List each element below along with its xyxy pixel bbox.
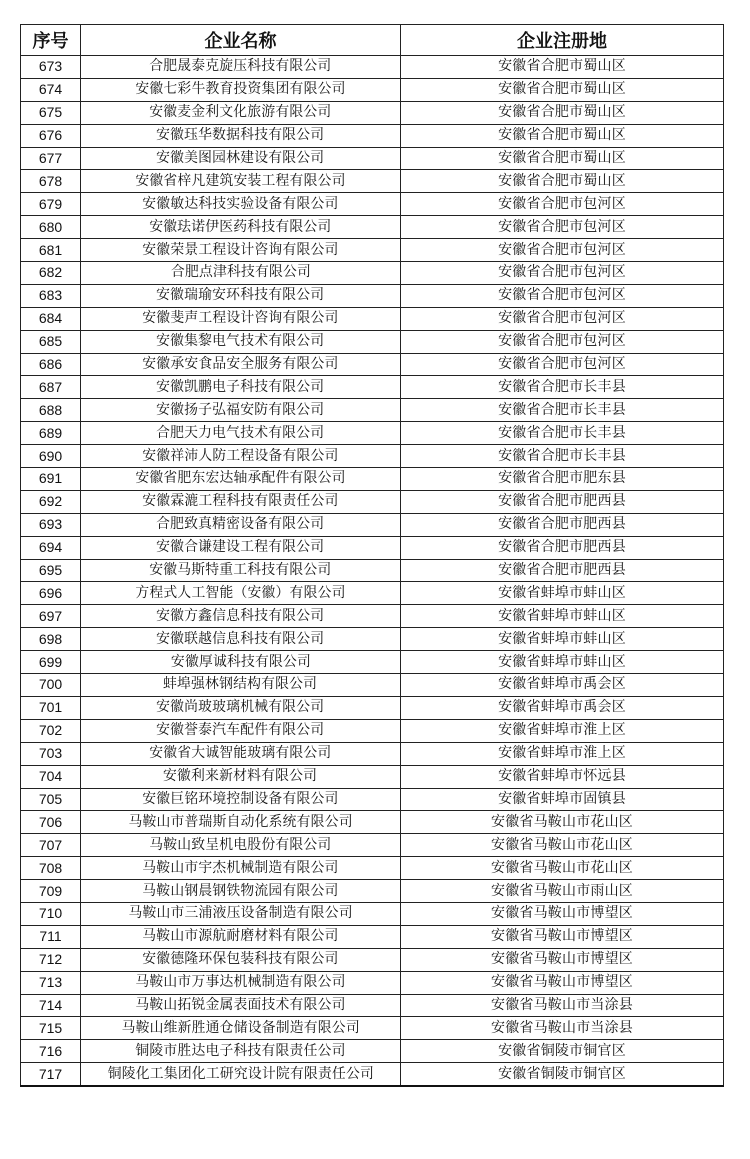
enterprise-name-text: 马鞍山市源航耐磨材料有限公司 [142, 928, 339, 945]
registered-location-cell: 安徽省马鞍山市博望区 [401, 925, 724, 948]
table-row [21, 422, 724, 445]
enterprise-name-cell [81, 56, 401, 79]
serial-number-cell: 701 [21, 696, 81, 719]
registered-location-cell: 安徽省合肥市包河区 [401, 262, 724, 285]
enterprise-name-cell [81, 719, 401, 742]
enterprise-name-cell [81, 78, 401, 101]
registered-location-cell: 安徽省合肥市蜀山区 [401, 101, 724, 124]
enterprise-name-text: 马鞍山钢晨钢铁物流园有限公司 [142, 882, 339, 899]
enterprise-name-cell [81, 1017, 401, 1040]
enterprise-name-cell [81, 628, 401, 651]
table-row [21, 1063, 724, 1086]
enterprise-name-text: 安徽德隆环保包装科技有限公司 [142, 951, 339, 968]
serial-number-cell: 712 [21, 948, 81, 971]
enterprise-name-cell [81, 468, 401, 491]
enterprise-table [20, 24, 724, 1087]
enterprise-name-cell [81, 834, 401, 857]
serial-number-cell: 683 [21, 284, 81, 307]
table-row [21, 147, 724, 170]
table-row [21, 445, 724, 468]
registered-location-cell: 安徽省合肥市包河区 [401, 239, 724, 262]
enterprise-name-cell [81, 605, 401, 628]
serial-number-cell: 696 [21, 582, 81, 605]
enterprise-name-cell [81, 307, 401, 330]
enterprise-name-text: 安徽承安食品安全服务有限公司 [142, 356, 339, 373]
enterprise-name-text: 马鞍山市普瑞斯自动化系统有限公司 [128, 813, 353, 830]
registered-location-cell: 安徽省合肥市包河区 [401, 193, 724, 216]
registered-location-cell: 安徽省合肥市蜀山区 [401, 147, 724, 170]
enterprise-name-text: 安徽巨铭环境控制设备有限公司 [142, 790, 339, 807]
serial-number-cell: 714 [21, 994, 81, 1017]
serial-number-cell: 694 [21, 536, 81, 559]
enterprise-name-cell [81, 147, 401, 170]
registered-location-cell: 安徽省铜陵市铜官区 [401, 1040, 724, 1063]
serial-number-cell: 675 [21, 101, 81, 124]
enterprise-name-text: 马鞍山维新胜通仓储设备制造有限公司 [121, 1019, 360, 1036]
registered-location-cell: 安徽省合肥市肥西县 [401, 536, 724, 559]
registered-location-cell: 安徽省蚌埠市固镇县 [401, 788, 724, 811]
enterprise-name-cell [81, 170, 401, 193]
registered-location-cell: 安徽省合肥市肥西县 [401, 559, 724, 582]
table-row [21, 834, 724, 857]
enterprise-name-text: 合肥致真精密设备有限公司 [156, 516, 325, 533]
enterprise-name-cell [81, 422, 401, 445]
serial-number-cell: 680 [21, 216, 81, 239]
table-row [21, 994, 724, 1017]
registered-location-cell: 安徽省马鞍山市博望区 [401, 948, 724, 971]
enterprise-name-text: 安徽方鑫信息科技有限公司 [156, 607, 325, 624]
table-row [21, 353, 724, 376]
enterprise-name-text: 铜陵化工集团化工研究设计院有限责任公司 [107, 1065, 374, 1082]
serial-number-cell: 713 [21, 971, 81, 994]
enterprise-name-cell [81, 902, 401, 925]
table-row [21, 216, 724, 239]
enterprise-name-cell [81, 765, 401, 788]
enterprise-name-cell [81, 490, 401, 513]
serial-number-cell: 690 [21, 445, 81, 468]
enterprise-name-text: 安徽省肥东宏达轴承配件有限公司 [135, 470, 346, 487]
enterprise-name-text: 安徽七彩牛教育投资集团有限公司 [135, 81, 346, 98]
enterprise-name-cell [81, 559, 401, 582]
table-row [21, 582, 724, 605]
enterprise-name-cell [81, 788, 401, 811]
registered-location-cell: 安徽省合肥市长丰县 [401, 445, 724, 468]
registered-location-cell: 安徽省蚌埠市怀远县 [401, 765, 724, 788]
registered-location-cell: 安徽省马鞍山市博望区 [401, 971, 724, 994]
enterprise-name-cell [81, 536, 401, 559]
serial-number-cell: 678 [21, 170, 81, 193]
enterprise-name-cell [81, 857, 401, 880]
enterprise-name-cell [81, 1040, 401, 1063]
registered-location-cell: 安徽省蚌埠市淮上区 [401, 719, 724, 742]
registered-location-cell: 安徽省合肥市蜀山区 [401, 56, 724, 79]
enterprise-name-cell [81, 742, 401, 765]
serial-number-cell: 687 [21, 376, 81, 399]
enterprise-name-cell [81, 696, 401, 719]
registered-location-cell: 安徽省合肥市肥东县 [401, 468, 724, 491]
enterprise-name-cell [81, 353, 401, 376]
serial-number-cell: 706 [21, 811, 81, 834]
registered-location-cell: 安徽省合肥市包河区 [401, 353, 724, 376]
registered-location-cell: 安徽省合肥市肥西县 [401, 490, 724, 513]
registered-location-cell: 安徽省蚌埠市蚌山区 [401, 628, 724, 651]
enterprise-name-text: 合肥天力电气技术有限公司 [156, 424, 325, 441]
table-row [21, 696, 724, 719]
serial-number-cell: 702 [21, 719, 81, 742]
enterprise-name-text: 合肥晟泰克旋压科技有限公司 [149, 58, 332, 75]
serial-number-cell: 679 [21, 193, 81, 216]
enterprise-name-text: 安徽荣景工程设计咨询有限公司 [142, 241, 339, 258]
enterprise-name-cell [81, 880, 401, 903]
serial-number-cell: 715 [21, 1017, 81, 1040]
enterprise-name-cell [81, 193, 401, 216]
table-row [21, 605, 724, 628]
enterprise-name-text: 安徽利来新材料有限公司 [163, 768, 318, 785]
enterprise-name-cell [81, 971, 401, 994]
enterprise-name-cell [81, 513, 401, 536]
enterprise-name-cell [81, 399, 401, 422]
enterprise-name-cell [81, 582, 401, 605]
enterprise-name-text: 安徽美图园林建设有限公司 [156, 150, 325, 166]
enterprise-name-cell [81, 651, 401, 674]
enterprise-name-text: 安徽祥沛人防工程设备有限公司 [142, 447, 339, 464]
enterprise-name-text: 安徽斐声工程设计咨询有限公司 [142, 310, 339, 327]
serial-number-cell: 707 [21, 834, 81, 857]
serial-number-cell: 685 [21, 330, 81, 353]
table-row [21, 674, 724, 697]
registered-location-cell: 安徽省合肥市包河区 [401, 330, 724, 353]
enterprise-name-cell [81, 1063, 401, 1086]
registered-location-cell: 安徽省马鞍山市当涂县 [401, 994, 724, 1017]
table-row [21, 536, 724, 559]
enterprise-name-cell [81, 811, 401, 834]
serial-number-cell: 686 [21, 353, 81, 376]
table-row [21, 788, 724, 811]
serial-number-cell: 698 [21, 628, 81, 651]
registered-location-cell: 安徽省蚌埠市淮上区 [401, 742, 724, 765]
serial-number-cell: 710 [21, 902, 81, 925]
table-row [21, 193, 724, 216]
table-row [21, 330, 724, 353]
table-row [21, 765, 724, 788]
enterprise-name-text: 安徽霖漉工程科技有限责任公司 [142, 493, 339, 510]
serial-number-cell: 708 [21, 857, 81, 880]
registered-location-cell: 安徽省马鞍山市花山区 [401, 857, 724, 880]
enterprise-name-text: 安徽联越信息科技有限公司 [156, 630, 325, 647]
enterprise-name-text: 安徽誉泰汽车配件有限公司 [156, 722, 325, 739]
table-row [21, 399, 724, 422]
enterprise-name-text: 安徽敏达科技实验设备有限公司 [142, 195, 339, 212]
enterprise-name-text: 安徽省大诚智能玻璃有限公司 [149, 745, 332, 762]
enterprise-name-text: 安徽集黎电气技术有限公司 [156, 333, 325, 350]
table-row [21, 78, 724, 101]
registered-location-cell: 安徽省合肥市蜀山区 [401, 78, 724, 101]
table-row [21, 742, 724, 765]
enterprise-name-text: 安徽瑞瑜安环科技有限公司 [156, 287, 325, 304]
enterprise-name-text: 安徽尚玻玻璃机械有限公司 [156, 699, 325, 716]
table-header-row [21, 25, 724, 56]
enterprise-name-text: 马鞍山拓锐金属表面技术有限公司 [135, 996, 346, 1013]
serial-number-cell: 700 [21, 674, 81, 697]
serial-number-cell: 684 [21, 307, 81, 330]
serial-number-cell: 674 [21, 78, 81, 101]
registered-location-cell: 安徽省蚌埠市禹会区 [401, 674, 724, 697]
table-row [21, 925, 724, 948]
registered-location-cell: 安徽省铜陵市铜官区 [401, 1063, 724, 1086]
table-row [21, 651, 724, 674]
serial-number-cell: 716 [21, 1040, 81, 1063]
serial-number-cell: 689 [21, 422, 81, 445]
serial-number-cell: 691 [21, 468, 81, 491]
enterprise-name-text: 合肥点津科技有限公司 [170, 264, 311, 281]
enterprise-name-text: 安徽合谦建设工程有限公司 [156, 539, 325, 556]
registered-location-cell: 安徽省合肥市蜀山区 [401, 124, 724, 147]
registered-location-cell: 安徽省马鞍山市花山区 [401, 834, 724, 857]
registered-location-cell: 安徽省蚌埠市蚌山区 [401, 582, 724, 605]
registered-location-cell: 安徽省合肥市长丰县 [401, 376, 724, 399]
serial-number-cell: 692 [21, 490, 81, 513]
registered-location-cell: 安徽省马鞍山市花山区 [401, 811, 724, 834]
registered-location-cell: 安徽省合肥市包河区 [401, 284, 724, 307]
enterprise-name-cell [81, 376, 401, 399]
table-row [21, 124, 724, 147]
table-row [21, 1017, 724, 1040]
serial-number-cell: 681 [21, 239, 81, 262]
enterprise-name-cell [81, 101, 401, 124]
serial-number-cell: 705 [21, 788, 81, 811]
enterprise-name-text: 铜陵市胜达电子科技有限责任公司 [135, 1042, 346, 1059]
serial-number-cell: 693 [21, 513, 81, 536]
enterprise-name-cell [81, 124, 401, 147]
table-row [21, 971, 724, 994]
serial-number-cell: 695 [21, 559, 81, 582]
registered-location-cell: 安徽省蚌埠市蚌山区 [401, 605, 724, 628]
enterprise-name-cell [81, 262, 401, 285]
header-enterprise-name: 企业名称 [81, 25, 401, 56]
serial-number-cell: 676 [21, 124, 81, 147]
enterprise-name-text: 马鞍山市三浦液压设备制造有限公司 [128, 905, 353, 922]
registered-location-cell: 安徽省合肥市包河区 [401, 307, 724, 330]
table-row [21, 239, 724, 262]
enterprise-name-cell [81, 674, 401, 697]
enterprise-name-cell [81, 925, 401, 948]
table-row [21, 170, 724, 193]
enterprise-name-cell [81, 330, 401, 353]
enterprise-name-cell [81, 994, 401, 1017]
table-row [21, 811, 724, 834]
table-row [21, 513, 724, 536]
enterprise-name-cell [81, 284, 401, 307]
table-row [21, 262, 724, 285]
serial-number-cell: 673 [21, 56, 81, 79]
table-row [21, 376, 724, 399]
serial-number-cell: 709 [21, 880, 81, 903]
enterprise-name-text: 马鞍山市万事达机械制造有限公司 [135, 974, 346, 991]
table-row [21, 559, 724, 582]
serial-number-cell: 711 [21, 925, 81, 948]
serial-number-cell: 682 [21, 262, 81, 285]
enterprise-name-text: 安徽珐诺伊医药科技有限公司 [149, 218, 332, 235]
table-row [21, 468, 724, 491]
table-row [21, 902, 724, 925]
registered-location-cell: 安徽省马鞍山市当涂县 [401, 1017, 724, 1040]
registered-location-cell: 安徽省合肥市长丰县 [401, 399, 724, 422]
enterprise-name-text: 安徽麦金利文化旅游有限公司 [149, 104, 332, 121]
enterprise-name-text: 蚌埠强林钢结构有限公司 [163, 676, 318, 693]
registered-location-cell: 安徽省合肥市肥西县 [401, 513, 724, 536]
table-row [21, 857, 724, 880]
table-row [21, 101, 724, 124]
serial-number-cell: 717 [21, 1063, 81, 1086]
serial-number-cell: 688 [21, 399, 81, 422]
serial-number-cell: 703 [21, 742, 81, 765]
table-row [21, 948, 724, 971]
serial-number-cell: 677 [21, 147, 81, 170]
serial-number-cell: 697 [21, 605, 81, 628]
table-row [21, 628, 724, 651]
enterprise-name-text: 安徽凯鹏电子科技有限公司 [156, 378, 325, 395]
serial-number-cell: 704 [21, 765, 81, 788]
enterprise-name-text: 马鞍山致呈机电股份有限公司 [149, 836, 332, 853]
registered-location-cell: 安徽省蚌埠市蚌山区 [401, 651, 724, 674]
enterprise-name-text: 安徽珏华数据科技有限公司 [156, 127, 325, 144]
enterprise-name-cell [81, 239, 401, 262]
table-row [21, 1040, 724, 1063]
registered-location-cell: 安徽省蚌埠市禹会区 [401, 696, 724, 719]
enterprise-name-cell [81, 445, 401, 468]
table-row [21, 56, 724, 79]
table-row [21, 719, 724, 742]
enterprise-name-text: 马鞍山市宇杰机械制造有限公司 [142, 859, 339, 876]
registered-location-cell: 安徽省合肥市蜀山区 [401, 170, 724, 193]
table-row [21, 284, 724, 307]
enterprise-name-text: 安徽省梓凡建筑安装工程有限公司 [135, 172, 346, 189]
enterprise-name-text: 安徽马斯特重工科技有限公司 [149, 562, 332, 579]
enterprise-name-cell [81, 948, 401, 971]
table-row [21, 490, 724, 513]
registered-location-cell: 安徽省合肥市包河区 [401, 216, 724, 239]
registered-location-cell: 安徽省马鞍山市博望区 [401, 902, 724, 925]
header-serial-number: 序号 [21, 25, 81, 56]
registered-location-cell: 安徽省合肥市长丰县 [401, 422, 724, 445]
table-row [21, 880, 724, 903]
enterprise-name-text: 方程式人工智能（安徽）有限公司 [135, 584, 346, 601]
table-row [21, 307, 724, 330]
serial-number-cell: 699 [21, 651, 81, 674]
header-registered-location: 企业注册地 [401, 25, 724, 56]
enterprise-name-text: 安徽扬子弘福安防有限公司 [156, 401, 325, 418]
enterprise-name-text: 安徽厚诚科技有限公司 [170, 653, 311, 670]
registered-location-cell: 安徽省马鞍山市雨山区 [401, 880, 724, 903]
enterprise-name-cell [81, 216, 401, 239]
